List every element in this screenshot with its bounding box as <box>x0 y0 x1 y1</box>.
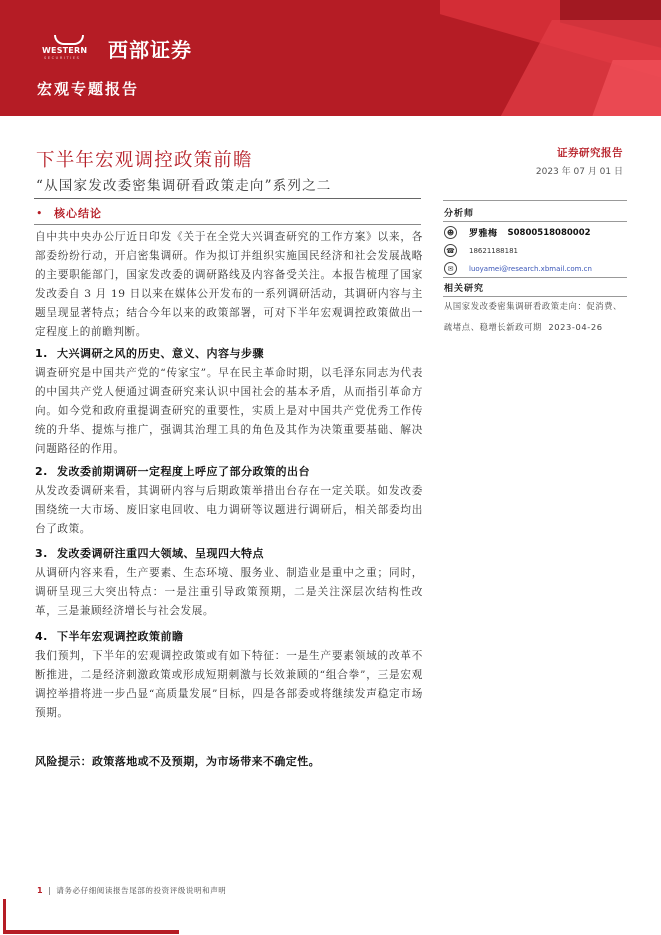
section-body-3: 从调研内容来看，生产要素、生态环境、服务业、制造业是重中之重；同时，调研呈现三大突出特点：一是注重引导政策预期，二是关注深层次结构性改革，三是兼顾经济增长与社会发展。 <box>35 567 423 617</box>
page-footer <box>37 885 226 896</box>
intro-paragraph: 自中共中央办公厅近日印发《关于在全党大兴调查研究的工作方案》以来，各部委纷纷行动，开启密集调研。作为拟订并组织实施国民经济和社会发展战略的主要职能部门，国家发改委的调研路线及内容备受关注。本报告梳理了国家发改委自 3 月 19 日以来在媒体公开发布的一系列调研活动，其调研内容与主题呈现显著特点；结合今年以来的政策部署，可对下半年宏观调控政策做出一定程度上的前瞻判断。 <box>35 231 423 338</box>
person-icon: ☻ <box>444 226 457 239</box>
company-name: 西部证券 <box>108 37 192 62</box>
company-logo <box>40 33 192 63</box>
report-type: 宏观专题报告 <box>37 80 140 98</box>
key-conclusion-header <box>34 203 421 223</box>
section-body-2: 从发改委调研来看，其调研内容与后期政策举措出台存在一定关联。如发改委围绕统一大市场、废旧家电回收、电力调研等议题进行调研后，相关部委均出台了政策。 <box>35 485 423 535</box>
horns-shape <box>54 35 84 45</box>
page-number: 1 <box>37 886 44 895</box>
analyst-email-link[interactable]: luoyamei@research.xbmail.com.cn <box>469 264 592 273</box>
section-number: 1. <box>35 347 48 360</box>
footer-disclaimer: 请务必仔细阅读报告尾部的投资评级说明和声明 <box>56 886 227 895</box>
header-banner <box>0 0 661 116</box>
divider <box>443 200 627 201</box>
report-title: 下半年宏观调控政策前瞻 <box>36 150 253 171</box>
email-row <box>444 262 592 275</box>
bullet-icon: • <box>36 206 43 220</box>
section-number: 3. <box>35 547 48 560</box>
key-conclusion-label: 核心结论 <box>54 207 102 220</box>
section-heading-1 <box>35 345 264 361</box>
analyst-heading: 分析师 <box>444 209 475 219</box>
corner-accent <box>3 930 179 934</box>
phone-icon: ☎ <box>444 244 457 257</box>
report-category: 证券研究报告 <box>557 147 623 159</box>
analyst-phone: 18621188181 <box>469 246 518 255</box>
risk-warning: 风险提示：政策落地或不及预期，为市场带来不确定性。 <box>35 755 320 768</box>
divider <box>34 198 421 199</box>
corner-accent <box>3 899 6 933</box>
section-number: 4. <box>35 630 48 643</box>
analyst-license-id: S0800518080002 <box>507 227 591 238</box>
mail-icon: ✉ <box>444 262 457 275</box>
section-body-4: 我们预判，下半年的宏观调控政策或有如下特征：一是生产要素领域的改革不断推进，二是经济刺激政策或形成短期刺激与长效兼顾的“组合拳”，三是宏观调控举措将进一步凸显“高质量发展”目标，四是各部委或将继续发声稳定市场预期。 <box>35 650 423 719</box>
section-number: 2. <box>35 465 48 478</box>
section-heading-2 <box>35 463 310 479</box>
related-research-date: 2023-04-26 <box>548 322 603 332</box>
related-research-heading: 相关研究 <box>444 284 485 294</box>
logo-subword: SECURITIES <box>44 56 81 60</box>
divider <box>443 277 627 278</box>
section-body-1: 调查研究是中国共产党的“传家宝”。早在民主革命时期，以毛泽东同志为代表的中国共产党人便通过调查研究来认识中国社会的基本矛盾，从而指引革命方向。如今党和政府重提调查研究的重要性，实质上是对中国共产党优秀工作传统的升华、提炼与推广，强调其治理工具的角色及其作为决策重要基础、解决问题路径的作用。 <box>35 367 423 455</box>
section-title: 下半年宏观调控政策前瞻 <box>57 630 184 643</box>
section-heading-3 <box>35 545 264 561</box>
logo-word: WESTERN <box>42 46 88 55</box>
report-subtitle: “从国家发改委密集调研看政策走向”系列之二 <box>36 178 332 194</box>
section-title: 发改委前期调研一定程度上呼应了部分政策的出台 <box>57 465 310 478</box>
section-heading-4 <box>35 628 184 644</box>
analyst-name: 罗雅梅 <box>469 229 498 239</box>
section-title: 大兴调研之风的历史、意义、内容与步骤 <box>57 347 264 360</box>
footer-separator: | <box>48 886 52 895</box>
bull-horns-logo-icon <box>40 33 98 63</box>
section-title: 发改委调研注重四大领域、呈现四大特点 <box>57 547 264 560</box>
related-research-item[interactable] <box>444 296 630 338</box>
related-research-title[interactable]: 从国家发改委密集调研看政策走向：促消费、疏堵点、稳增长新政可期 <box>444 301 622 332</box>
divider <box>443 221 627 222</box>
phone-row <box>444 244 518 257</box>
analyst-row <box>444 226 591 239</box>
report-date: 2023 年 07 月 01 日 <box>535 167 623 177</box>
divider <box>34 224 421 225</box>
